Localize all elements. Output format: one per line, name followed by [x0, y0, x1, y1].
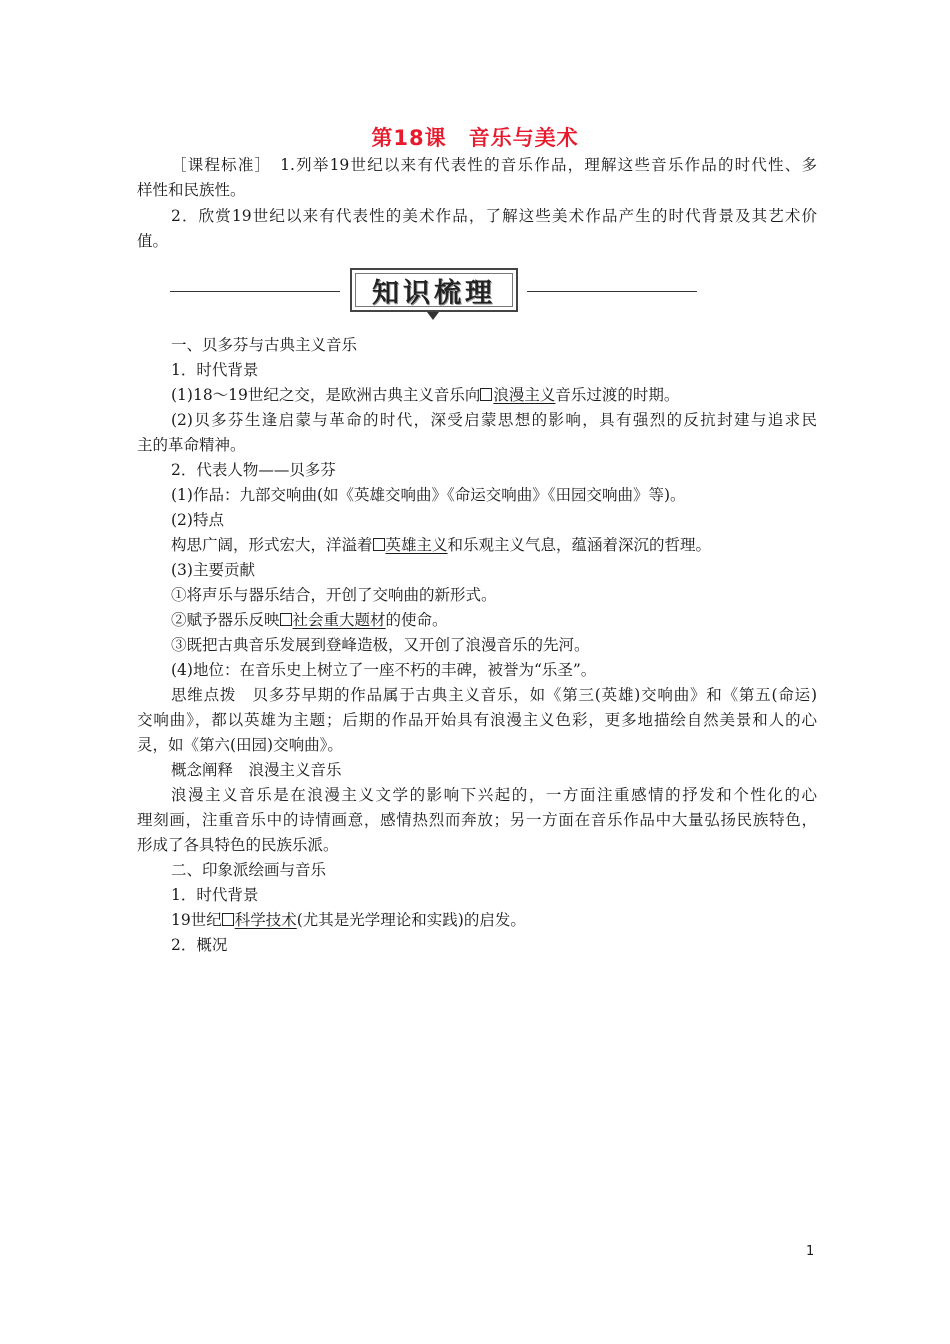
- background-point-1: [171, 383, 851, 408]
- text-segment: 音乐过渡的时期。: [555, 386, 680, 404]
- contribution-2: [171, 608, 851, 633]
- section-banner: [350, 268, 518, 312]
- contribution-label: (3)主要贡献: [171, 561, 255, 579]
- section-1-sub-1: 1．时代背景: [171, 361, 259, 379]
- blank-box-icon: [480, 388, 492, 401]
- concept-line-3: 形成了各具特色的民族乐派。: [137, 836, 339, 854]
- thinking-tip-line-2: 交响曲》，都以英雄为主题；后期的作品开始具有浪漫主义色彩，更多地描绘自然美景和人的心: [137, 711, 817, 729]
- section-1-sub-2: 2．代表人物——贝多芬: [171, 461, 336, 479]
- text-segment: 和乐观主义气息，蕴涵着深沉的哲理。: [447, 536, 712, 554]
- status-line: (4)地位：在音乐史上树立了一座不朽的丰碑，被誉为“乐圣”。: [171, 661, 597, 679]
- feature-line: [171, 533, 851, 558]
- page-number: 1: [806, 1244, 815, 1259]
- curriculum-standard-line-2: 样性和民族性。: [137, 181, 246, 199]
- thinking-tip-line-3: 灵，如《第六(田园)交响曲》。: [137, 736, 343, 754]
- concept-title: 概念阐释 浪漫主义音乐: [171, 761, 342, 779]
- curriculum-standard-line-3: 2．欣赏19世纪以来有代表性的美术作品，了解这些美术作品产生的时代背景及其艺术价: [171, 207, 817, 225]
- feature-label: (2)特点: [171, 511, 224, 529]
- section-2-heading: 二、印象派绘画与音乐: [171, 861, 327, 879]
- text-segment: ②赋予器乐反映: [171, 611, 280, 629]
- curriculum-standard-line-1: ［课程标准］ 1.列举19世纪以来有代表性的音乐作品，理解这些音乐作品的时代性、多: [171, 156, 817, 174]
- text-segment: 的使命。: [385, 611, 448, 629]
- banner-rule-left: [170, 291, 340, 292]
- answer-romanticism: 浪漫主义: [493, 386, 556, 404]
- thinking-tip-line-1: 思维点拨 贝多芬早期的作品属于古典主义音乐，如《第三(英雄)交响曲》和《第五(命运): [171, 686, 817, 704]
- section-2-background: [171, 908, 851, 933]
- answer-science-technology: 科学技术: [234, 911, 297, 929]
- page-title: 第18课 音乐与美术: [371, 126, 579, 150]
- section-1-heading: 一、贝多芬与古典主义音乐: [171, 336, 358, 354]
- answer-social-themes: 社会重大题材: [292, 611, 386, 629]
- blank-box-icon: [373, 538, 385, 551]
- text-segment: 构思广阔，形式宏大，洋溢着: [171, 536, 373, 554]
- text-segment: (尤其是光学理论和实践)的启发。: [296, 911, 526, 929]
- banner-title: 知识梳理: [372, 277, 496, 309]
- banner-rule-right: [527, 291, 697, 292]
- background-point-2-line-2: 主的革命精神。: [137, 436, 246, 454]
- section-2-sub-2: 2．概况: [171, 936, 228, 954]
- blank-box-icon: [222, 913, 234, 926]
- background-point-2-line-1: (2)贝多芬生逢启蒙与革命的时代，深受启蒙思想的影响，具有强烈的反抗封建与追求民: [171, 411, 817, 429]
- text-segment: (1)18～19世纪之交，是欧洲古典主义音乐向: [171, 386, 481, 404]
- concept-line-2: 理刻画，注重音乐中的诗情画意，感情热烈而奔放；另一方面在音乐作品中大量弘扬民族特色，: [137, 811, 817, 829]
- works-line: (1)作品：九部交响曲(如《英雄交响曲》《命运交响曲》《田园交响曲》等)。: [171, 486, 686, 504]
- blank-box-icon: [280, 613, 292, 626]
- contribution-3: ③既把古典音乐发展到登峰造极，又开创了浪漫音乐的先河。: [171, 636, 590, 654]
- concept-line-1: 浪漫主义音乐是在浪漫主义文学的影响下兴起的，一方面注重感情的抒发和个性化的心: [171, 786, 817, 804]
- text-segment: 19世纪: [171, 911, 222, 929]
- banner-arrow-icon: [427, 312, 439, 320]
- contribution-1: ①将声乐与器乐结合，开创了交响曲的新形式。: [171, 586, 497, 604]
- answer-heroism: 英雄主义: [385, 536, 448, 554]
- section-2-sub-1: 1．时代背景: [171, 886, 259, 904]
- curriculum-standard-line-4: 值。: [137, 232, 169, 250]
